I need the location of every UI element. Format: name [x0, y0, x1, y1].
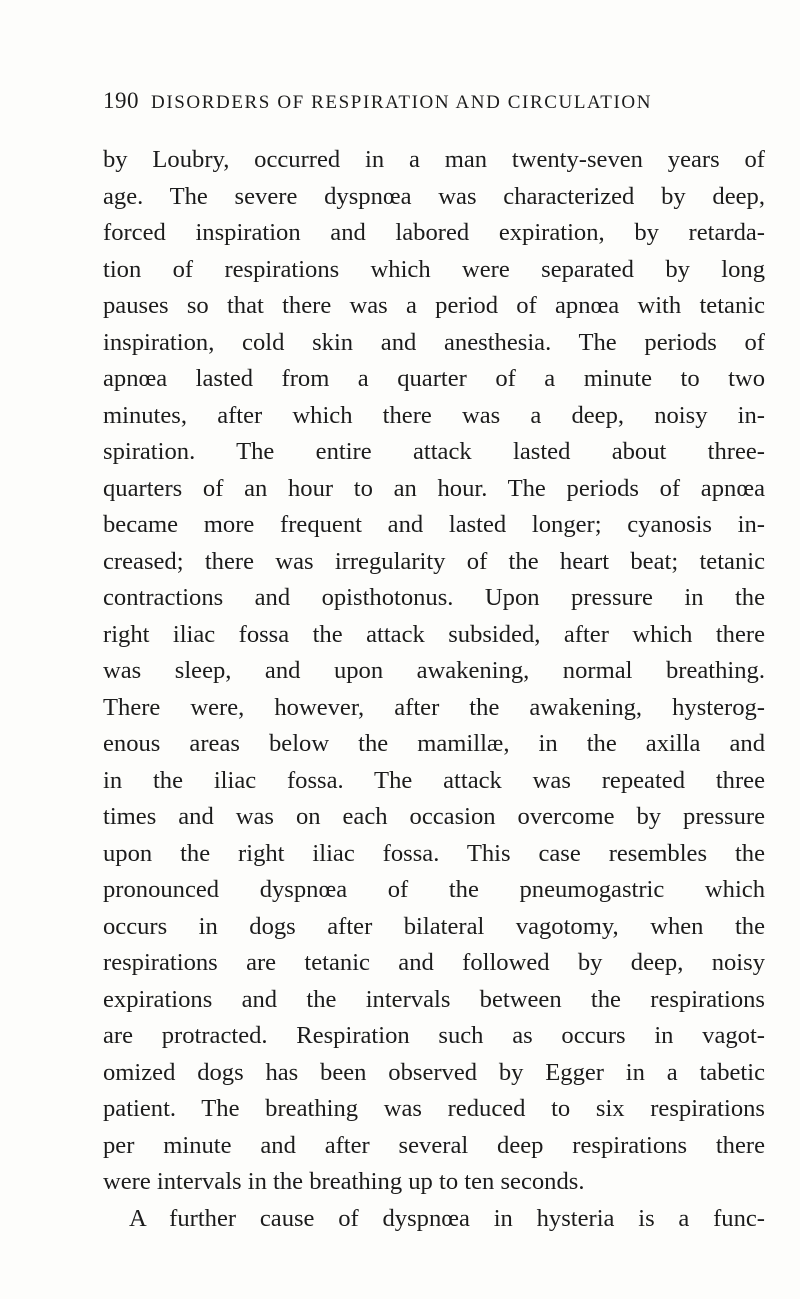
text-line: by Loubry, occurred in a man twenty-seven years of [103, 146, 765, 173]
page-number: 190 [103, 88, 139, 113]
text-line: were intervals in the breathing up to ten seconds. [103, 1168, 585, 1195]
text-line: right iliac fossa the attack subsided, after which there [103, 620, 765, 648]
text-line: in the iliac fossa. The attack was repeated three [103, 766, 765, 794]
body-text [103, 142, 765, 1237]
text-line: inspiration, cold skin and anesthesia. The periods of [103, 328, 765, 356]
text-line: A further cause of dyspnœa in hysteria is a func- [129, 1204, 765, 1232]
text-line: became more frequent and lasted longer; cyanosis in- [103, 511, 765, 538]
text-line: apnœa lasted from a quarter of a minute to two [103, 365, 765, 392]
text-line: occurs in dogs after bilateral vagotomy, when the [103, 912, 765, 940]
text-line: omized dogs has been observed by Egger in a tabetic [103, 1058, 765, 1086]
text-line: pronounced dyspnœa of the pneumogastric which [103, 876, 765, 903]
text-line: upon the right iliac fossa. This case resembles the [103, 839, 765, 867]
text-line: was sleep, and upon awakening, normal breathing. [103, 657, 765, 684]
text-line: times and was on each occasion overcome by pressure [103, 803, 765, 830]
text-line: enous areas below the mamillæ, in the axilla and [103, 730, 765, 757]
text-line: respirations are tetanic and followed by deep, noisy [103, 949, 765, 976]
text-line: minutes, after which there was a deep, noisy in- [103, 401, 765, 429]
text-line: contractions and opisthotonus. Upon pressure in the [103, 584, 765, 611]
text-line: per minute and after several deep respirations there [103, 1131, 765, 1159]
text-line: spiration. The entire attack lasted about three- [103, 438, 765, 465]
text-line: patient. The breathing was reduced to six respirations [103, 1095, 765, 1122]
text-line: quarters of an hour to an hour. The periods of apnœa [103, 474, 765, 502]
running-title: DISORDERS OF RESPIRATION AND CIRCULATION [151, 92, 653, 113]
text-line: forced inspiration and labored expiration, by retarda- [103, 219, 765, 246]
text-line: expirations and the intervals between the respirations [103, 985, 765, 1013]
text-line: pauses so that there was a period of apnœa with tetanic [103, 292, 765, 319]
text-line: There were, however, after the awakening, hysterog- [103, 693, 765, 721]
text-line: tion of respirations which were separated by long [103, 255, 765, 283]
running-head [103, 88, 763, 118]
text-line: age. The severe dyspnœa was characterized by deep, [103, 182, 765, 210]
text-line: are protracted. Respiration such as occurs in vagot- [103, 1022, 765, 1049]
text-line: creased; there was irregularity of the heart beat; tetanic [103, 547, 765, 575]
